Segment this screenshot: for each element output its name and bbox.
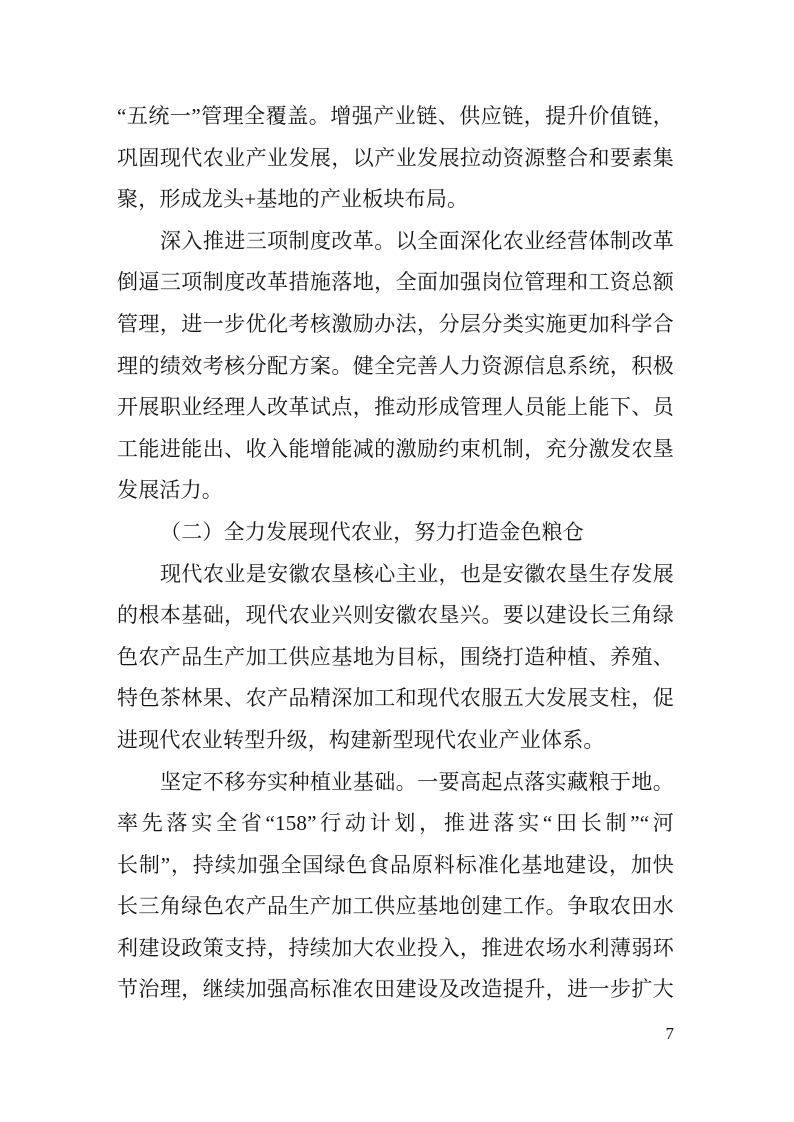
text-line: “五统一”管理全覆盖。增强产业链、供应链，提升价值链，	[117, 104, 674, 128]
text-line: 色农产品生产加工供应基地为目标，围绕打造种植、养殖、	[117, 644, 674, 669]
text-line: 巩固现代农业产业发展，以产业发展拉动资源整合和要素集	[117, 145, 674, 170]
text-line: 管理，进一步优化考核激励办法，分层分类实施更加科学合	[117, 311, 674, 336]
section-heading-line: （二）全力发展现代农业，努力打造金色粮仓	[160, 519, 584, 544]
text-line: 发展活力。	[117, 478, 223, 503]
page-number: 7	[665, 1024, 674, 1043]
text-line: 坚定不移夯实种植业基础。一要高起点落实藏粮于地。	[160, 769, 674, 794]
text-line: 聚，形成龙头+基地的产业板块布局。	[117, 187, 469, 212]
text-line: 深入推进三项制度改革。以全面深化农业经营体制改革	[160, 228, 674, 253]
page-footer	[117, 1022, 674, 1046]
text-line: 长制”，持续加强全国绿色食品原料标准化基地建设，加快	[117, 852, 674, 877]
text-line: 现代农业是安徽农垦核心主业，也是安徽农垦生存发展	[160, 561, 674, 586]
text-line: 特色茶林果、农产品精深加工和现代农服五大发展支柱，促	[117, 686, 674, 711]
text-line: 长三角绿色农产品生产加工供应基地创建工作。争取农田水	[117, 894, 674, 919]
text-line: 率先落实全省“158”行动计划，推进落实“田长制”“河	[117, 811, 674, 836]
text-line: 的根本基础，现代农业兴则安徽农垦兴。要以建设长三角绿	[117, 603, 674, 628]
text-line: 工能进能出、收入能增能减的激励约束机制，充分激发农垦	[117, 436, 674, 461]
text-line: 倒逼三项制度改革措施落地，全面加强岗位管理和工资总额	[117, 270, 674, 295]
document-body	[117, 96, 674, 1011]
text-line: 理的绩效考核分配方案。健全完善人力资源信息系统，积极	[117, 353, 674, 378]
text-line: 开展职业经理人改革试点，推动形成管理人员能上能下、员	[117, 395, 674, 420]
text-line: 进现代农业转型升级，构建新型现代农业产业体系。	[117, 727, 605, 752]
text-line: 利建设政策支持，持续加大农业投入，推进农场水利薄弱环	[117, 935, 674, 960]
text-line: 节治理，继续加强高标准农田建设及改造提升，进一步扩大	[117, 977, 674, 1002]
